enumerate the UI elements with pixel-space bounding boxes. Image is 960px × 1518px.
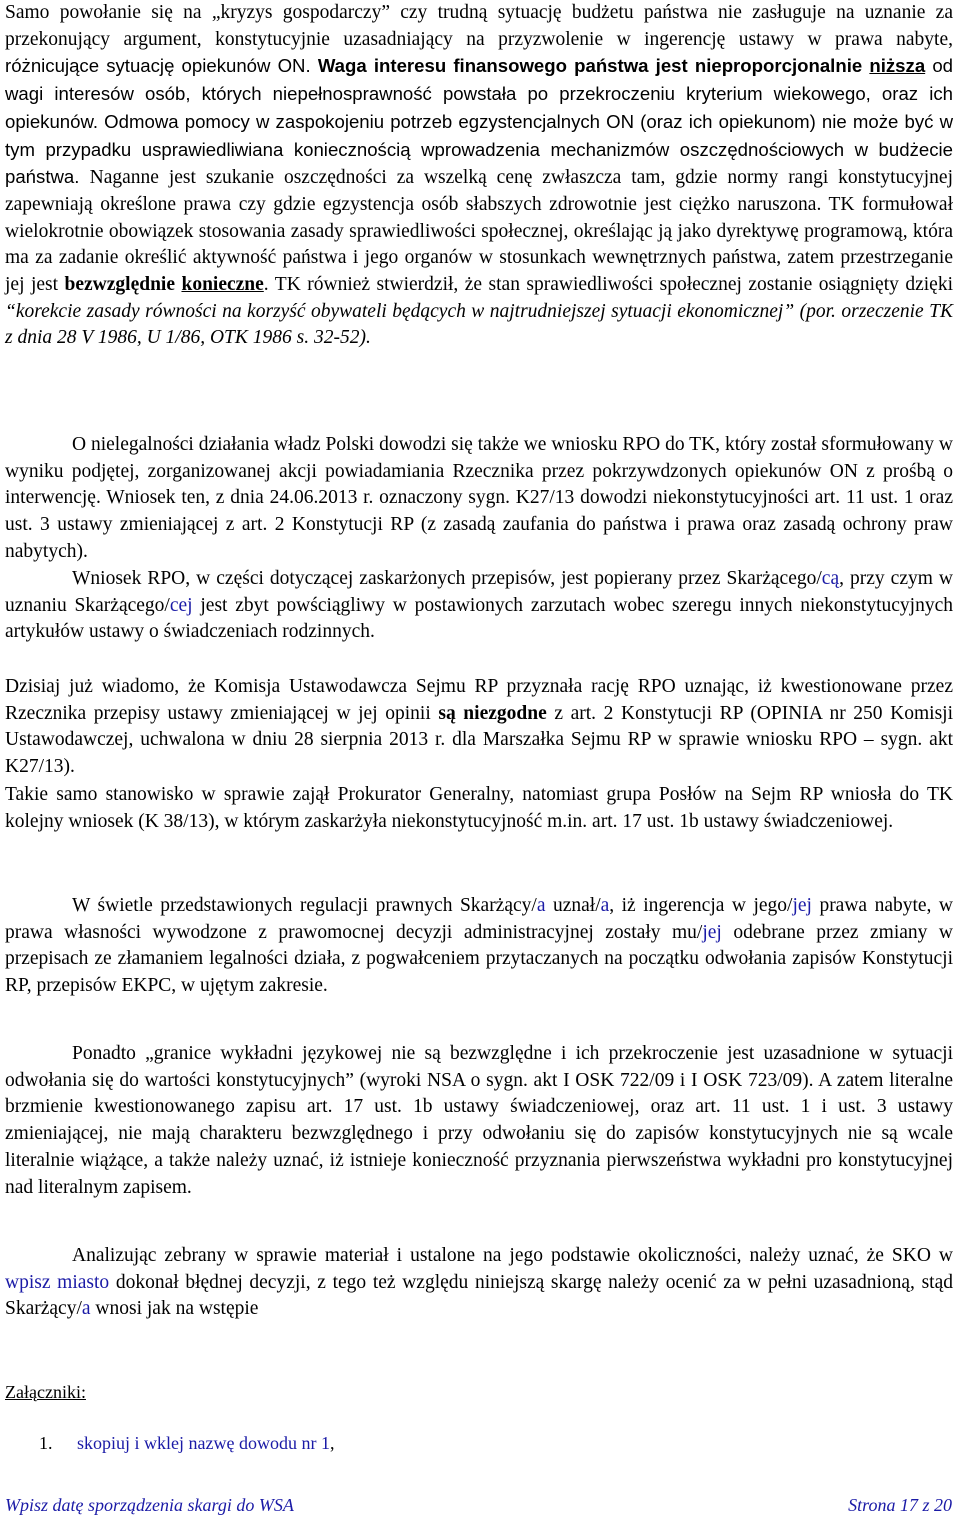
p3-text: Wniosek RPO, w części dotyczącej zaskarżonych przepisów, jest popierany przez Skarżącego/ — [72, 568, 822, 589]
p6-text-3: , iż ingerencja w jego/ — [609, 895, 793, 916]
p1-bold-bezwzglednie: bezwzględnie — [64, 274, 175, 296]
p1-text: Samo powołanie się na „kryzys gospodarczy” czy trudną sytuację budżetu państwa nie zasługuje na uznanie za przekonujący argument, konstytucyjnie uzasadniający na przyzwolenie w ingerencję ustawy w prawa nabyte, — [5, 2, 953, 50]
paragraph-prokurator: Takie samo stanowisko w sprawie zajął Prokurator Generalny, natomiast grupa Posłów na Sejm RP wniosła do TK kolejny wniosek (K 38/13), w którym zaskarżyła niekonstytucyjność m.in. art. 17 ust. 1b ustawy świadczeniowej. — [5, 784, 953, 832]
p6-placeholder-4: jej — [702, 921, 722, 943]
p3-placeholder-2: cej — [169, 594, 193, 616]
p6-text-2: uznał/ — [545, 895, 601, 916]
p3-text-2: , przy czym w uznaniu Skarżącego/ — [5, 568, 954, 616]
p1-text-sans: różnicujące sytuację opiekunów ON. — [5, 55, 318, 77]
attachment-item — [39, 1433, 334, 1454]
paragraph-skarzacy-poparcie — [5, 566, 953, 646]
p4-bold: są niezgodne — [438, 702, 547, 724]
p1-text-2: Naganne jest szukanie oszczędności za wszelką cenę zwłaszcza tam, gdzie normy rangi konstytucyjnej zapewniają określone prawa czy gdzie egzystencja osób słabszych zdrowotnie jest ciężko naruszona. TK formułował wielokrotnie obowiązek stosowania zasady sprawiedliwości społecznej, określając ją jako dyrektywę programową, która ma za zadanie określić aktywność państwa i jego organów w stosunkach wewnętrznych państwa, zatem przestrzeganie jej jest — [5, 167, 953, 296]
paragraph-w-swietle — [5, 893, 953, 1000]
p6-placeholder-2: a — [600, 895, 610, 916]
p1-bold-konieczne: konieczne — [181, 274, 264, 296]
paragraph-rpo-wniosek: O nielegalności działania władz Polski dowodzi się także we wniosku RPO do TK, który został sformułowany w wyniku podjętej, zorganizowanej akcji powiadamiania Rzecznika przez pokrzywdzonych opiekunów ON z prośbą o interwencję. Wniosek ten, z dnia 24.06.2013 r. oznaczony sygn. K27/13 dowodzi niekonstytucyjności art. 11 ust. 1 oraz ust. 3 ustawy zmieniającej z art. 2 Konstytucji RP (z zasadą zaufania do państwa i prawa oraz zasadą ochrony praw nabytych). — [5, 434, 953, 562]
p1-underlined-bold: niższa — [869, 55, 926, 77]
paragraph-analizujac — [5, 1243, 953, 1323]
p8-placeholder: a — [81, 1298, 91, 1320]
p6-placeholder: a — [536, 895, 546, 916]
footer-date-placeholder[interactable]: Wpisz datę sporządzenia skargi do WSA — [5, 1495, 294, 1515]
page-footer — [5, 1495, 952, 1516]
p6-text-5: odebrane przez zmiany w przepisach ze złamaniem legalności działa, z pogwałceniem przytaczanych na początku odwołania zapisów Konstytucji RP, przepisów EKPC, w ujętym zakresie. — [5, 921, 953, 997]
paragraph-ponadto: Ponadto „granice wykładni językowej nie są bezwzględne i ich przekroczenie jest uzasadnione w sytuacji odwołania się do wartości konstytucyjnych” (wyroki NSA o sygn. akt I OSK 722/09 i I OSK 723/09). A zatem literalne brzmienie kwestionowanego zapisu art. 17 ust. 1b ustawy świadczeniowej, oraz art. 11 ust. 1 i ust. 3 ustawy zmieniającej, nie mają charakteru bezwzględnego i przy odwołaniu się do zapisów konstytucyjnych nie są wcale literalnie wiążące, a także należy uznać, iż istnieje konieczność przyznania pierwszeństwa wykładni pro konstytucyjnej nad literalnym zapisem. — [5, 1043, 953, 1198]
paragraph-komisja — [5, 674, 953, 781]
p6-text: W świetle przedstawionych regulacji prawnych Skarżący/ — [72, 895, 537, 916]
page-number: Strona 17 z 20 — [848, 1495, 952, 1515]
paragraph-kryzys — [5, 0, 953, 352]
attachment-number: 1. — [39, 1433, 53, 1453]
p1-text-sans-2: od wagi interesów osób, których niepełnosprawność powstała po przekroczeniu kryterium wiekowego, oraz ich opiekunów. Odmowa pomocy w zaspokojeniu potrzeb egzystencjalnych ON (oraz ich opiekunom) nie może być w tym przypadku usprawiedliwiana koniecznością wprowadzenia mechanizmów oszczędnościowych w budżecie państwa. — [5, 55, 953, 188]
p4-text-2: z art. 2 Konstytucji RP (OPINIA nr 250 Komisji Ustawodawczej, uchwalona w dniu 28 sierpnia 2013 r. dla Marszałka Sejmu RP w sprawie wniosku RPO – sygn. akt K27/13). — [5, 702, 953, 778]
p8-city-placeholder[interactable]: wpisz miasto — [5, 1271, 110, 1293]
attachments-title: Załączniki: — [5, 1382, 86, 1402]
p4-text: Dzisiaj już wiadomo, że Komisja Ustawodawcza Sejmu RP przyznała rację RPO uznając, iż kwestionowane przez Rzecznika przepisy ustawy zmieniającej w jej opinii — [5, 676, 953, 724]
p3-placeholder: cą — [821, 568, 840, 589]
p8-text: Analizując zebrany w sprawie materiał i ustalone na jego podstawie okoliczności, należy uznać, że SKO w — [72, 1245, 953, 1266]
p8-text-2: dokonał błędnej decyzji, z tego też względu niniejszą skargę należy ocenić za w pełni uzasadnioną, stąd Skarżący/ — [5, 1271, 953, 1320]
p1-text-3: . TK również stwierdził, że stan sprawiedliwości społecznej zostanie osiągnięty dzięki — [263, 274, 953, 296]
attachment-suffix: , — [329, 1433, 335, 1453]
p6-text-4: prawa nabyte, w prawa własności wywodzone z prawomocnej decyzji administracyjnej zostały mu/ — [5, 895, 953, 943]
p6-placeholder-3: jej — [792, 895, 812, 916]
attachment-placeholder[interactable]: skopiuj i wklej nazwę dowodu nr 1 — [77, 1433, 330, 1453]
p3-text-3: jest zbyt powściągliwy w postawionych zarzutach wobec szeregu innych niekonstytucyjnych artykułów ustawy o świadczeniach rodzinnych. — [5, 594, 953, 643]
p1-quote: “korekcie zasady równości na korzyść obywateli będących w najtrudniejszej sytuacji ekonomicznej” (por. orzeczenie TK z dnia 28 V 1986, U 1/86, OTK 1986 s. 32-52). — [5, 300, 953, 349]
p8-text-3: wnosi jak na wstępie — [90, 1298, 259, 1320]
p1-bold-text: Waga interesu finansowego państwa jest nieproporcjonalnie — [317, 55, 870, 77]
